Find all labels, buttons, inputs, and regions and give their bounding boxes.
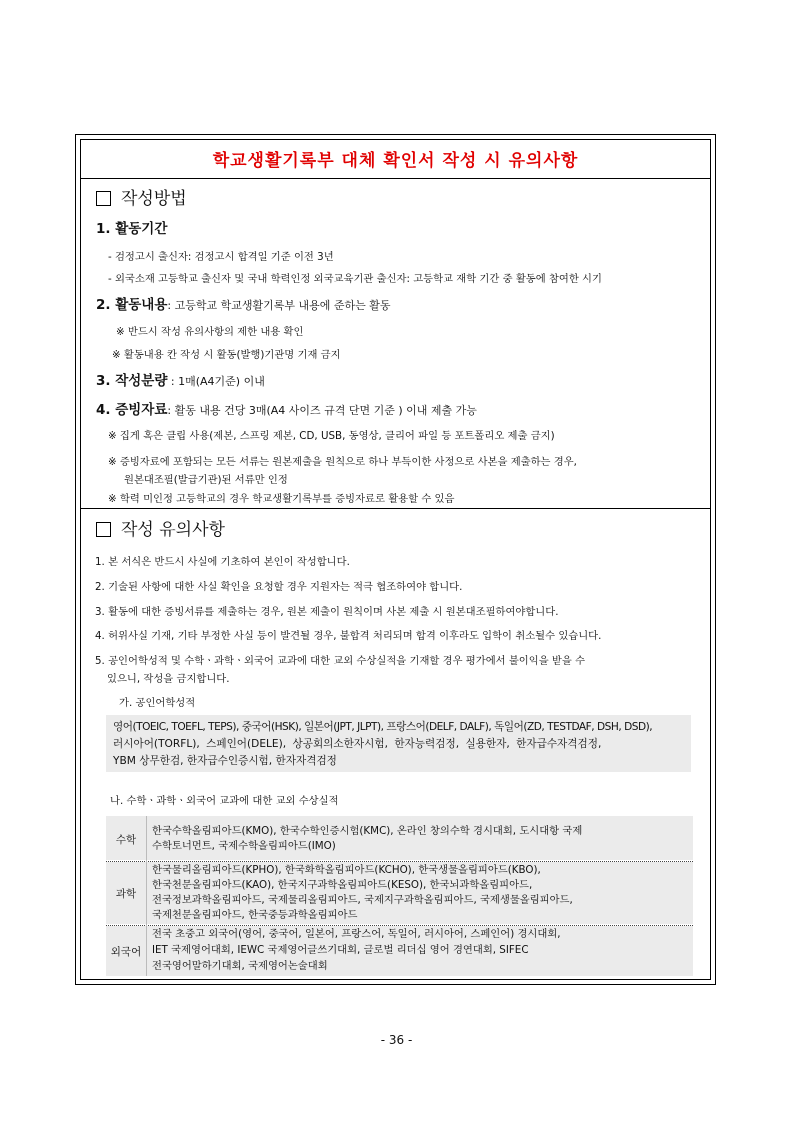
item-desc: : 1매(A4기준) 이내 — [167, 375, 265, 388]
column-divider — [146, 816, 147, 976]
note-line: ※ 활동내용 칸 작성 시 활동(발행)기관명 기재 금지 — [112, 349, 341, 361]
award-line: 한국물리올림피아드(KPHO), 한국화학올림피아드(KCHO), 한국생물올림피아드(KBO), — [152, 864, 541, 876]
caution-item: 1. 본 서식은 반드시 사실에 기초하여 본인이 작성합니다. — [95, 556, 350, 568]
award-subject-math: 수학 — [115, 834, 137, 846]
page-number: - 36 - — [380, 1033, 413, 1047]
item-desc: : 고등학교 학교생활기록부 내용에 준하는 활동 — [167, 299, 391, 312]
item-label: 2. 활동내용 — [96, 297, 168, 313]
section-heading-method — [96, 184, 187, 209]
item-length — [96, 369, 265, 389]
caution-item: 4. 허위사실 기재, 기타 부정한 사실 등이 발견될 경우, 불합격 처리되며 합격 이후라도 입학이 취소될수 있습니다. — [95, 630, 602, 642]
row-divider — [106, 861, 693, 862]
item-desc: : 활동 내용 건당 3매(A4 사이즈 규격 단면 기준 ) 이내 제출 가능 — [167, 404, 477, 417]
award-line: 국제천문올림피아드, 한국중등과학올림피아드 — [152, 909, 358, 921]
title-divider — [80, 178, 711, 179]
award-subject-language: 외국어 — [110, 946, 142, 958]
item-line: - 외국소재 고등학교 출신자 및 국내 학력인정 외국교육기관 출신자: 고등학교 재학 기간 중 활동에 참여한 시기 — [108, 273, 602, 285]
item-line: - 검정고시 출신자: 검정고시 합격일 기준 이전 3년 — [108, 251, 334, 263]
sub-heading-language: 가. 공인어학성적 — [119, 697, 196, 709]
section-divider — [80, 508, 711, 509]
note-line: 원본대조필(발급기관)된 서류만 인정 — [124, 474, 288, 486]
award-line: 수학토너먼트, 국제수학올림피아드(IMO) — [152, 840, 336, 852]
award-line: IET 국제영어대회, IEWC 국제영어글쓰기대회, 글로벌 리더십 영어 경연대회, SIFEC — [152, 944, 529, 956]
award-line: 전국영어말하기대회, 국제영어논술대회 — [152, 960, 328, 972]
award-line: 전국 초중고 외국어(영어, 중국어, 일본어, 프랑스어, 독일어, 러시아어, 스페인어) 경시대회, — [152, 928, 561, 940]
item-label: 4. 증빙자료 — [96, 402, 168, 418]
award-line: 한국수학올림피아드(KMO), 한국수학인증시험(KMC), 온라인 창의수학 경시대회, 도시대항 국제 — [152, 825, 583, 837]
note-line: ※ 증빙자료에 포함되는 모든 서류는 원본제출을 원칙으로 하나 부득이한 사정으로 사본을 제출하는 경우, — [108, 456, 577, 468]
award-subject-science: 과학 — [115, 888, 137, 900]
section-heading-label: 작성 유의사항 — [121, 520, 225, 540]
checkbox-square-icon — [96, 522, 111, 537]
award-line: 한국천문올림피아드(KAO), 한국지구과학올림피아드(KESO), 한국뇌과학올림피아드, — [152, 879, 533, 891]
row-divider — [106, 925, 693, 926]
award-line: 전국정보과학올림피아드, 국제물리올림피아드, 국제지구과학올림피아드, 국제생물올림피아드, — [152, 894, 573, 906]
section-heading-label: 작성방법 — [121, 189, 187, 209]
item-activity-period: 1. 활동기간 — [96, 221, 168, 237]
sub-heading-awards: 나. 수학ㆍ과학ㆍ외국어 교과에 대한 교외 수상실적 — [110, 795, 339, 807]
item-evidence — [96, 398, 477, 418]
note-line: ※ 집게 혹은 클립 사용(제본, 스프링 제본, CD, USB, 동영상, 클리어 파일 등 포트폴리오 제출 금지) — [108, 430, 555, 442]
caution-item: 2. 기술된 사항에 대한 사실 확인을 요청할 경우 지원자는 적극 협조하여야 합니다. — [95, 581, 463, 593]
language-test-line: 영어(TOEIC, TOEFL, TEPS), 중국어(HSK), 일본어(JPT, JLPT), 프랑스어(DELF, DALF), 독일어(ZD, TESTDAF, DSH, DSD), — [113, 721, 653, 733]
item-activity-content — [96, 293, 390, 313]
language-test-line: YBM 상무한검, 한자급수인증시험, 한자자격검정 — [113, 755, 337, 767]
note-line: ※ 반드시 작성 유의사항의 제한 내용 확인 — [116, 326, 304, 338]
caution-item-continued: 있으니, 작성을 금지합니다. — [107, 673, 230, 685]
language-test-line: 러시아어(TORFL), 스페인어(DELE), 상공회의소한자시험, 한자능력검정, 실용한자, 한자급수자격검정, — [113, 738, 602, 750]
caution-item: 5. 공인어학성적 및 수학ㆍ과학ㆍ외국어 교과에 대한 교외 수상실적을 기재할 경우 평가에서 불이익을 받을 수 — [95, 655, 586, 667]
item-label: 3. 작성분량 — [96, 373, 168, 389]
document-title: 학교생활기록부 대체 확인서 작성 시 유의사항 — [212, 151, 579, 171]
note-line: ※ 학력 미인정 고등학교의 경우 학교생활기록부를 증빙자료로 활용할 수 있음 — [108, 493, 455, 505]
caution-item: 3. 활동에 대한 증빙서류를 제출하는 경우, 원본 제출이 원칙이며 사본 제출 시 원본대조필하여야합니다. — [95, 606, 559, 618]
section-heading-cautions — [96, 515, 225, 540]
checkbox-square-icon — [96, 191, 111, 206]
